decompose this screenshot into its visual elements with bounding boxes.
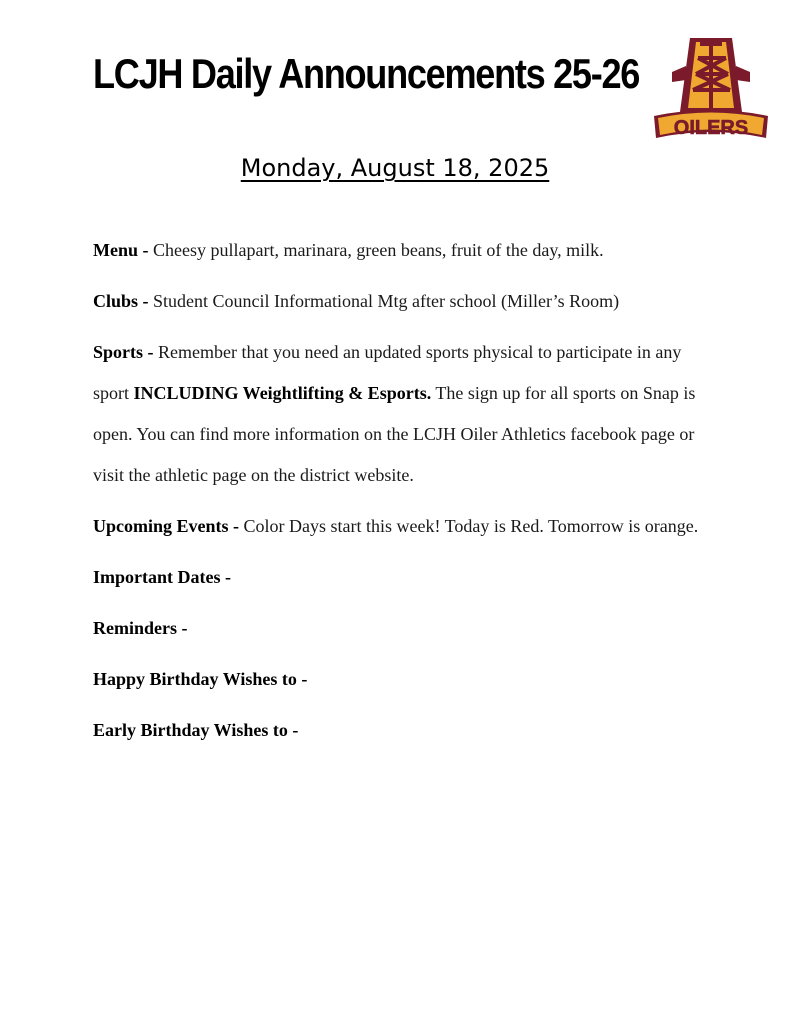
sports-text-1: Remember that you need an updated sports physical to participate in any sport xyxy=(93,342,682,403)
page-title: LCJH Daily Announcements 25-26 xyxy=(93,50,640,97)
sports-emphasis: INCLUDING Weightlifting & Esports. xyxy=(133,383,432,403)
logo-wordmark: OILERS xyxy=(673,117,749,139)
upcoming-events-label: Upcoming Events - xyxy=(93,516,240,536)
upcoming-events-text: Color Days start this week! Today is Red. Tomorrow is orange. xyxy=(243,516,699,536)
happy-birthday-item xyxy=(93,659,713,700)
important-dates-item xyxy=(93,557,713,598)
sports-item xyxy=(93,332,713,496)
early-birthday-label: Early Birthday Wishes to - xyxy=(93,720,299,740)
upcoming-events-item xyxy=(93,506,713,547)
reminders-label: Reminders - xyxy=(93,618,188,638)
menu-label: Menu - xyxy=(93,240,149,260)
clubs-label: Clubs - xyxy=(93,291,149,311)
date-text: Monday, August 18, 2025 xyxy=(240,154,550,182)
menu-text: Cheesy pullapart, marinara, green beans, fruit of the day, milk. xyxy=(153,240,604,260)
clubs-item xyxy=(93,281,713,322)
menu-item xyxy=(93,230,713,271)
announcement-date xyxy=(0,154,790,182)
oilers-logo xyxy=(650,34,772,142)
sports-text-2: The sign up for all sports on Snap is open. You can find more information on the LCJH Oiler Athletics facebook page or visit the athletic page on the district website. xyxy=(93,383,696,485)
announcement-body xyxy=(93,230,713,751)
important-dates-label: Important Dates - xyxy=(93,567,231,587)
early-birthday-item xyxy=(93,710,713,751)
sports-label: Sports - xyxy=(93,342,154,362)
reminders-item xyxy=(93,608,713,649)
happy-birthday-label: Happy Birthday Wishes to - xyxy=(93,669,308,689)
clubs-text: Student Council Informational Mtg after school (Miller’s Room) xyxy=(153,291,620,311)
